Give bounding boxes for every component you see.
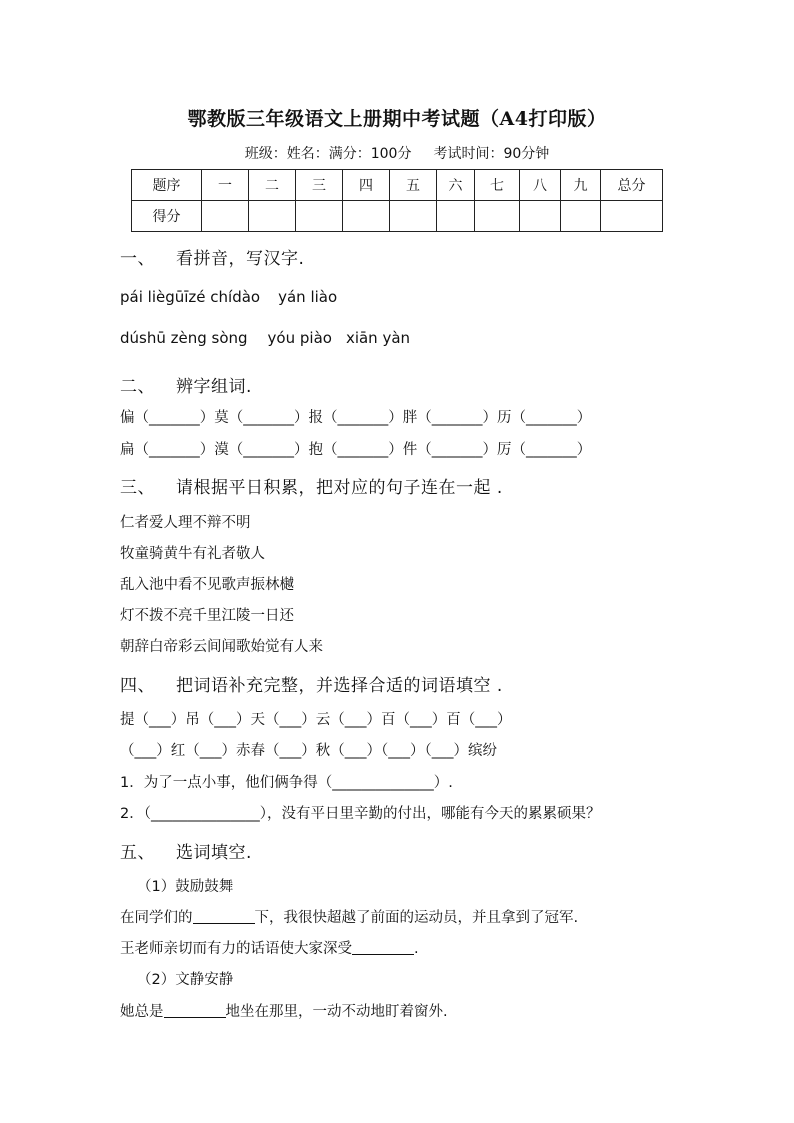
section-1-heading: [120, 244, 304, 269]
sentence-text: 下，我很快超越了前面的运动员，并且拿到了冠军.: [254, 910, 579, 926]
match-line: 灯不拨不亮千里江陵一日还: [120, 608, 294, 624]
section-number: 三、: [120, 478, 155, 498]
section-number: 一、: [120, 249, 155, 269]
sentence-text: .: [414, 941, 419, 957]
section-3-heading: [120, 473, 503, 498]
score-table-score-row: [132, 201, 663, 232]
score-cell[interactable]: [437, 201, 475, 232]
header-cell: 五: [390, 170, 437, 201]
header-cell: 四: [343, 170, 390, 201]
fill-sentence-3: [120, 1000, 448, 1021]
score-cell[interactable]: [249, 201, 296, 232]
score-cell[interactable]: [475, 201, 520, 232]
match-line: 仁者爱人理不辩不明: [120, 515, 251, 531]
word-pair-row-2: 扁（_______）漠（_______）抱（_______）件（_______）厉（_______）: [120, 442, 592, 458]
word-choice-1: （1）鼓励鼓舞: [137, 879, 234, 895]
match-line: 牧童骑黄牛有礼者敬人: [120, 546, 265, 562]
section-title: 请根据平日积累，把对应的句子连在一起 .: [176, 478, 503, 498]
header-cell: 三: [296, 170, 343, 201]
page-title: 鄂教版三年级语文上册期中考试题（A4打印版）: [187, 108, 607, 130]
header-cell: 七: [475, 170, 520, 201]
score-cell[interactable]: [343, 201, 390, 232]
pinyin-item: dúshū zèng sòng: [120, 329, 248, 347]
fill-sentence-1: [120, 906, 578, 927]
fill-question-2: 2．（_______________），没有平日里辛勤的付出，哪能有今天的累累硕果？: [120, 806, 601, 822]
fill-question-1: 1．为了一点小事，他们俩争得（______________）.: [120, 775, 453, 791]
score-cell[interactable]: [296, 201, 343, 232]
sentence-text: 王老师亲切而有力的话语使大家深受: [120, 941, 352, 957]
header-cell: 二: [249, 170, 296, 201]
score-row-label: 得分: [132, 201, 202, 232]
score-cell[interactable]: [390, 201, 437, 232]
score-table: [131, 169, 663, 232]
score-cell[interactable]: [520, 201, 561, 232]
idiom-row-2: （___）红（___）赤春（___）秋（___）（___）（___）缤纷: [120, 743, 497, 759]
header-cell: 八: [520, 170, 561, 201]
sentence-text: 她总是: [120, 1004, 164, 1020]
score-cell[interactable]: [601, 201, 663, 232]
section-title: 选词填空.: [176, 843, 252, 863]
section-title: 辨字组词.: [176, 377, 252, 397]
pinyin-item: xiān yàn: [345, 329, 411, 347]
header-cell: 总分: [601, 170, 663, 201]
pinyin-line-2: [120, 329, 416, 347]
sentence-text: 地坐在那里，一动不动地盯着窗外.: [225, 1004, 448, 1020]
score-cell[interactable]: [202, 201, 249, 232]
section-title: 看拼音，写汉字.: [176, 249, 305, 269]
section-5-heading: [120, 838, 252, 863]
answer-blank[interactable]: [164, 1003, 226, 1018]
class-name-score: 班级：姓名：满分：100分: [244, 146, 412, 162]
word-pair-row-1: 偏（_______）莫（_______）报（_______）胖（_______）历（_______）: [120, 410, 592, 426]
pinyin-item: pái liègūīzé chídào: [120, 288, 261, 306]
score-cell[interactable]: [561, 201, 601, 232]
header-cell: 六: [437, 170, 475, 201]
section-number: 五、: [120, 843, 155, 863]
score-table-header-row: [132, 170, 663, 201]
answer-blank[interactable]: [193, 909, 255, 924]
section-number: 四、: [120, 676, 155, 696]
header-cell: 一: [202, 170, 249, 201]
exam-meta: [0, 143, 794, 163]
section-4-heading: [120, 671, 503, 696]
header-cell: 九: [561, 170, 601, 201]
fill-sentence-2: [120, 937, 419, 958]
match-line: 乱入池中看不见歌声振林樾: [120, 577, 294, 593]
section-2-heading: [120, 372, 252, 397]
pinyin-line-1: [120, 288, 343, 306]
header-cell: 题序: [132, 170, 202, 201]
match-line: 朝辞白帝彩云间闻歌始觉有人来: [120, 639, 323, 655]
pinyin-item: yán liào: [278, 288, 338, 306]
word-choice-2: （2）文静安静: [137, 972, 234, 988]
exam-time: 考试时间：90分钟: [433, 146, 550, 162]
pinyin-item: yóu piào: [267, 329, 332, 347]
section-number: 二、: [120, 377, 155, 397]
sentence-text: 在同学们的: [120, 910, 193, 926]
idiom-row-1: 提（___）吊（___）天（___）云（___）百（___）百（___）: [120, 712, 512, 728]
answer-blank[interactable]: [352, 940, 414, 955]
section-title: 把词语补充完整，并选择合适的词语填空 .: [176, 676, 503, 696]
